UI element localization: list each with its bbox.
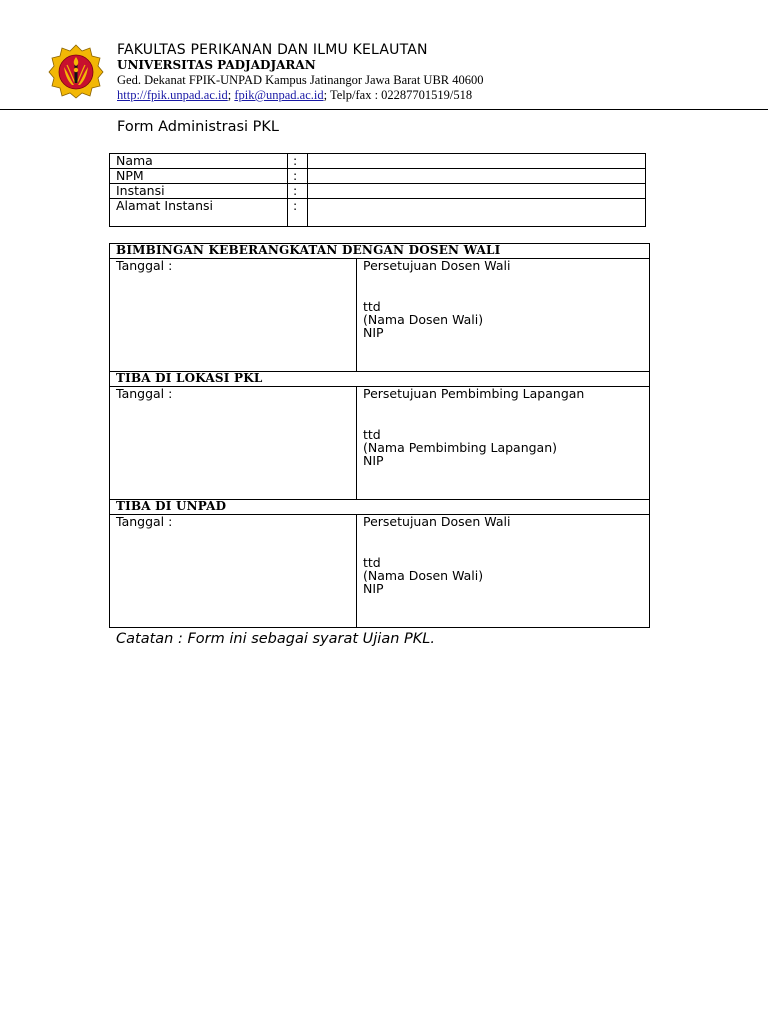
footer-note: Catatan : Form ini sebagai syarat Ujian PKL. xyxy=(116,631,435,647)
approval-label: Persetujuan Dosen Wali xyxy=(363,258,511,273)
nip-label: NIP xyxy=(363,325,384,340)
date-cell[interactable] xyxy=(110,387,357,500)
date-cell[interactable] xyxy=(110,259,357,372)
field-label: Alamat Instansi xyxy=(110,199,288,227)
section-heading-row xyxy=(110,500,650,515)
section-heading: TIBA DI UNPAD xyxy=(110,500,650,515)
nip-label: NIP xyxy=(363,453,384,468)
ttd-label: ttd xyxy=(363,299,381,314)
approval-cell xyxy=(357,259,650,372)
section-heading-row xyxy=(110,372,650,387)
table-row xyxy=(110,184,646,199)
section-body-row xyxy=(110,259,650,372)
field-colon: : xyxy=(288,154,308,169)
form-title: Form Administrasi PKL xyxy=(117,119,279,135)
sections-table xyxy=(109,243,650,628)
section-body-row xyxy=(110,515,650,628)
section-heading: BIMBINGAN KEBERANGKATAN DENGAN DOSEN WALI xyxy=(110,244,650,259)
university-name: UNIVERSITAS PADJADJARAN xyxy=(117,58,316,72)
nip-label: NIP xyxy=(363,581,384,596)
signer-name: (Nama Dosen Wali) xyxy=(363,312,484,327)
field-label: NPM xyxy=(110,169,288,184)
field-colon: : xyxy=(288,184,308,199)
ttd-label: ttd xyxy=(363,427,381,442)
signer-name: (Nama Dosen Wali) xyxy=(363,568,484,583)
website-link[interactable]: http://fpik.unpad.ac.id xyxy=(117,88,228,102)
field-colon: : xyxy=(288,199,308,227)
section-body-row xyxy=(110,387,650,500)
header-divider xyxy=(0,109,768,110)
field-label: Instansi xyxy=(110,184,288,199)
table-row xyxy=(110,169,646,184)
identity-table xyxy=(109,153,646,227)
date-label: Tanggal : xyxy=(116,258,173,273)
field-value-nama[interactable] xyxy=(308,154,646,169)
approval-cell xyxy=(357,515,650,628)
approval-cell xyxy=(357,387,650,500)
separator: ; xyxy=(227,88,235,102)
address-line: Ged. Dekanat FPIK-UNPAD Kampus Jatinangor Jawa Barat UBR 40600 xyxy=(117,73,484,87)
signer-name: (Nama Pembimbing Lapangan) xyxy=(363,440,558,455)
ttd-label: ttd xyxy=(363,555,381,570)
faculty-name: FAKULTAS PERIKANAN DAN ILMU KELAUTAN xyxy=(117,42,428,58)
date-cell[interactable] xyxy=(110,515,357,628)
table-row xyxy=(110,154,646,169)
date-label: Tanggal : xyxy=(116,386,173,401)
section-heading-row xyxy=(110,244,650,259)
field-value-alamat-instansi[interactable] xyxy=(308,199,646,227)
field-label: Nama xyxy=(110,154,288,169)
contact-line xyxy=(117,88,472,103)
approval-label: Persetujuan Dosen Wali xyxy=(363,514,511,529)
table-row xyxy=(110,199,646,227)
email-link[interactable]: fpik@unpad.ac.id xyxy=(234,88,324,102)
section-heading: TIBA DI LOKASI PKL xyxy=(110,372,650,387)
unpad-logo-icon xyxy=(48,43,104,99)
date-label: Tanggal : xyxy=(116,514,173,529)
field-value-instansi[interactable] xyxy=(308,184,646,199)
approval-label: Persetujuan Pembimbing Lapangan xyxy=(363,386,585,401)
field-colon: : xyxy=(288,169,308,184)
phone-text: ; Telp/fax : 02287701519/518 xyxy=(323,88,473,102)
field-value-npm[interactable] xyxy=(308,169,646,184)
